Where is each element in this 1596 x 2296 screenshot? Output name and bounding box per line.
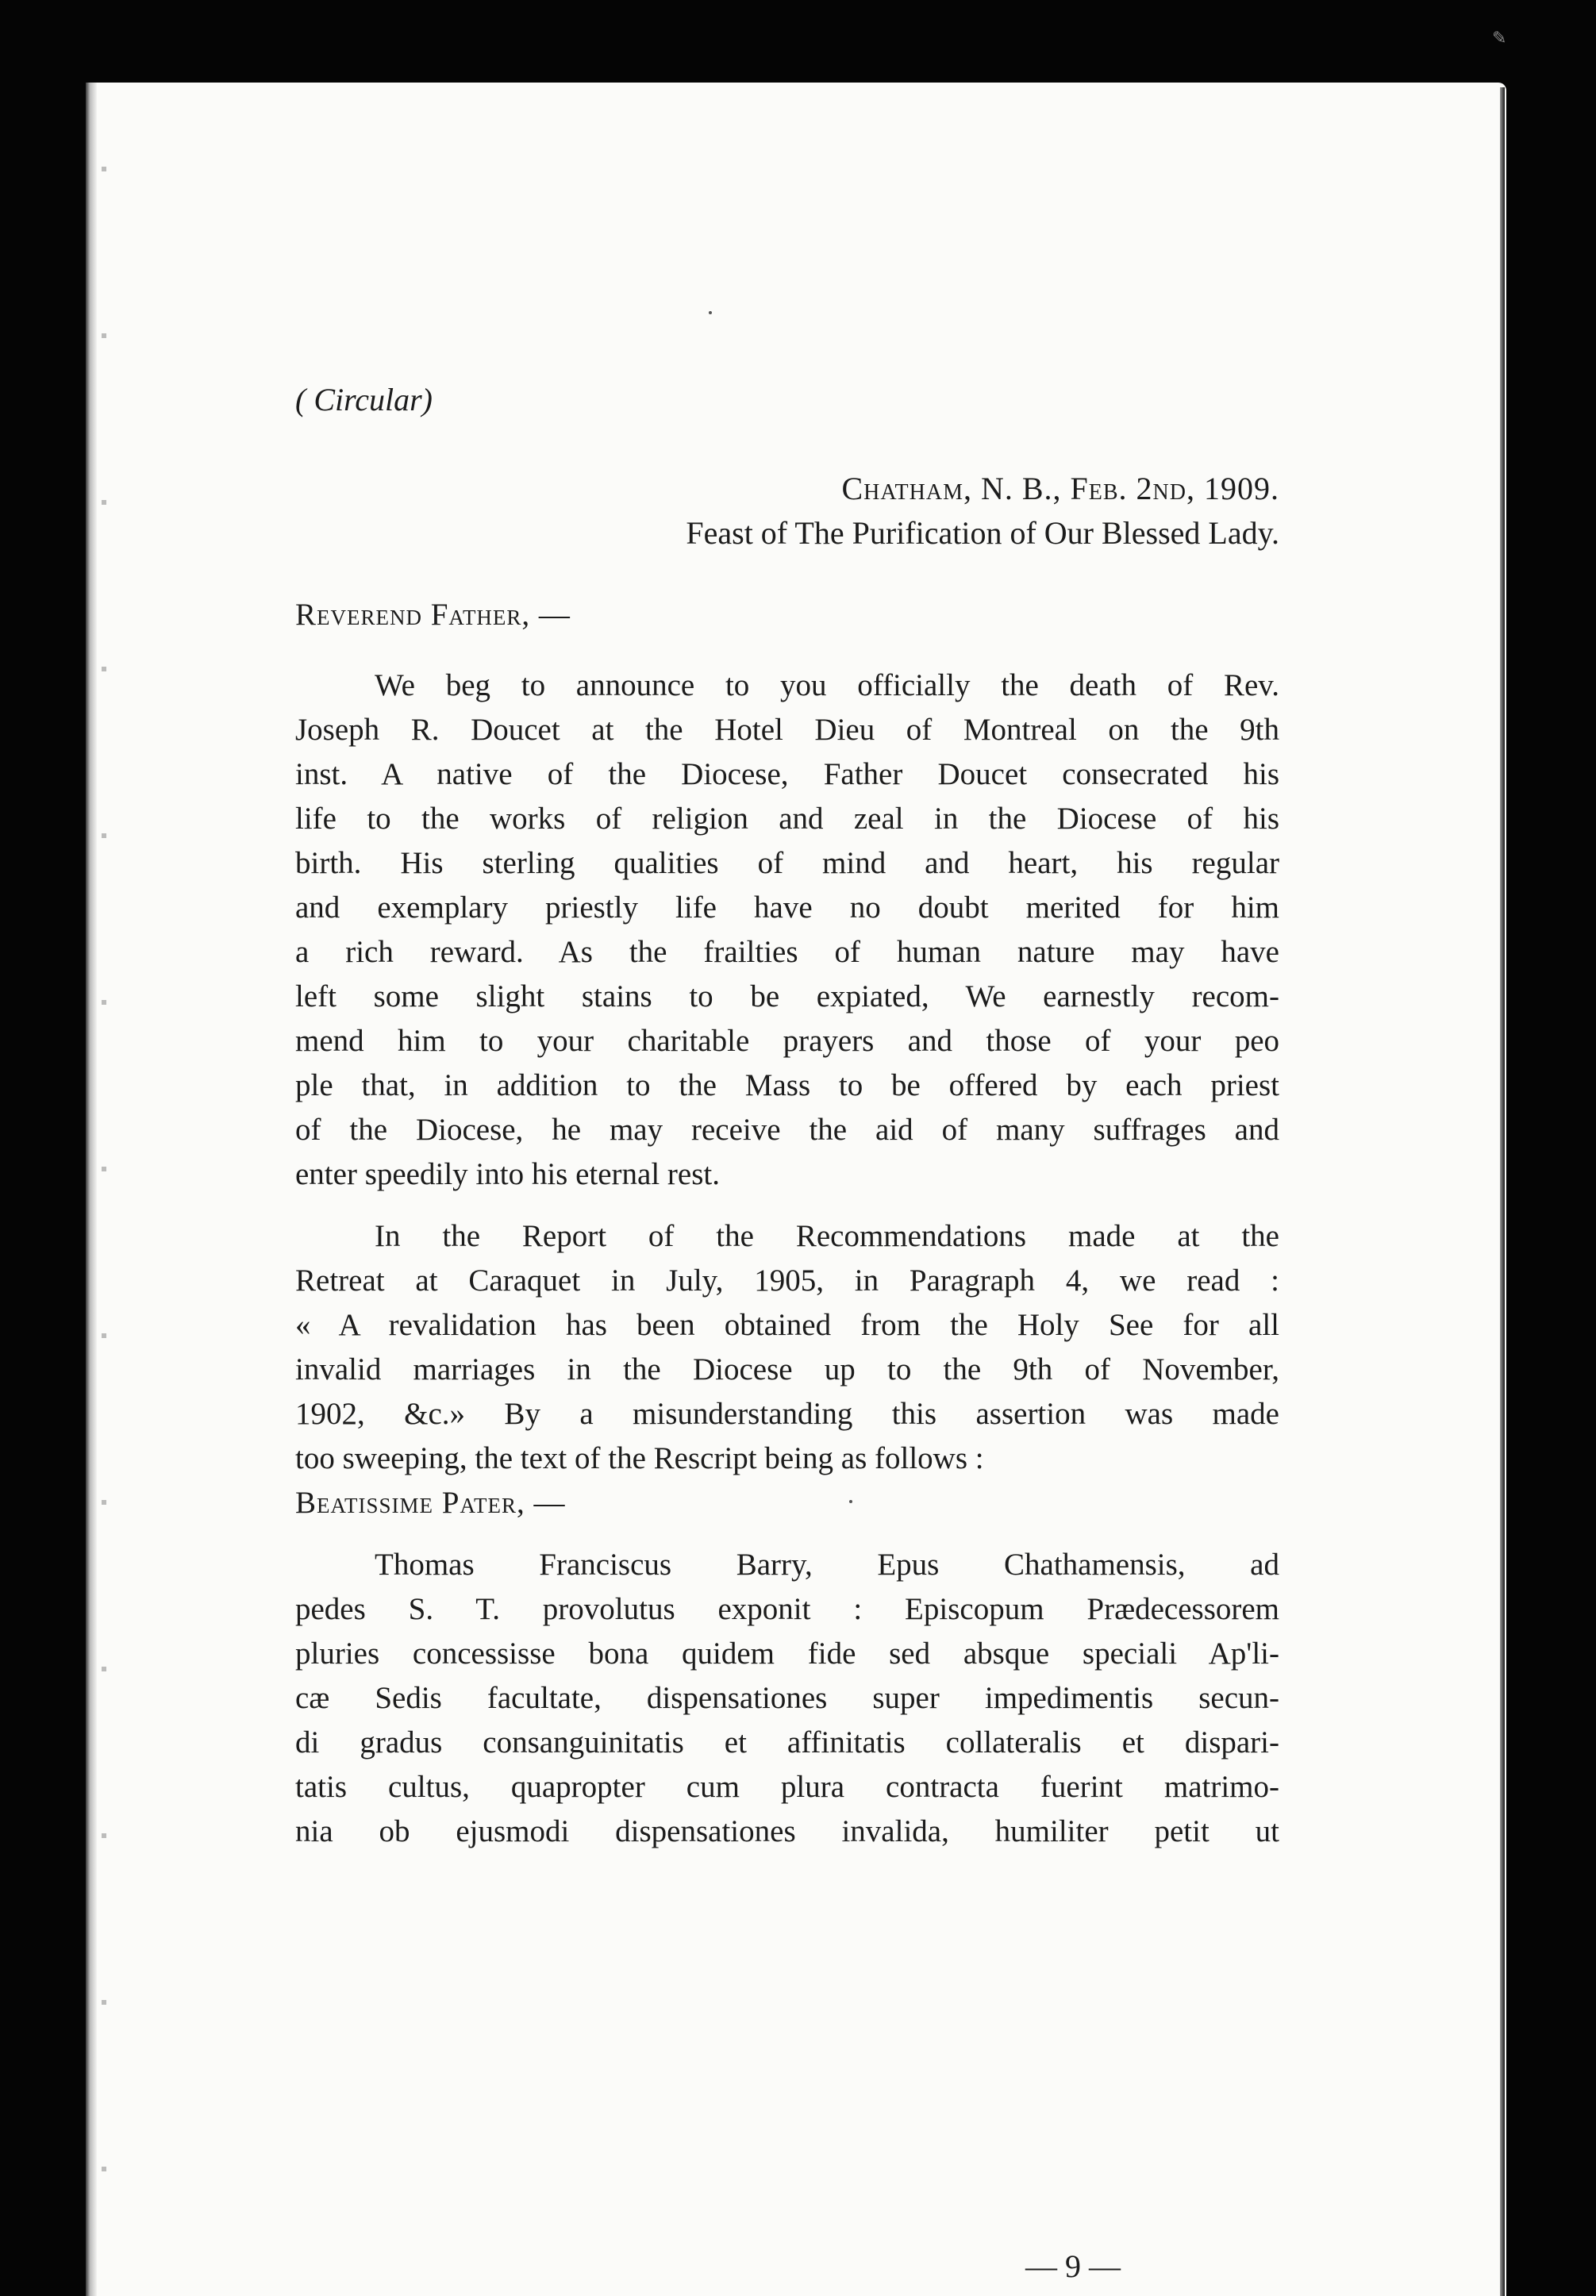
text-line: di gradus consanguinitatis et affinitatis collateralis et dispari-: [295, 1725, 1279, 1759]
speck: [709, 311, 712, 314]
text-line: enter speedily into his eternal rest.: [295, 1157, 720, 1191]
paragraph-gap: [295, 1525, 1279, 1543]
paragraph-gap: [295, 1197, 1279, 1214]
letter-body: [295, 663, 1279, 1854]
page-number: — 9 —: [1025, 2248, 1121, 2284]
text-line: We beg to announce to you officially the death of Rev.: [375, 668, 1279, 702]
dateline: Chatham, N. B., Feb. 2nd, 1909.: [841, 471, 1279, 506]
text-line: nia ob ejusmodi dispensationes invalida, humiliter petit ut: [295, 1814, 1279, 1848]
text-line: inst. A native of the Diocese, Father Doucet consecrated his: [295, 757, 1279, 791]
gutter-shadow: [102, 95, 106, 2286]
text-line: Joseph R. Doucet at the Hotel Dieu of Montreal on the 9th: [295, 713, 1279, 747]
text-line: a rich reward. As the frailties of human nature may have: [295, 935, 1279, 969]
text-line: « A revalidation has been obtained from the Holy See for all: [295, 1308, 1279, 1342]
text-line: Retreat at Caraquet in July, 1905, in Paragraph 4, we read :: [295, 1263, 1279, 1298]
text-line: mend him to your charitable prayers and those of your peo: [295, 1024, 1279, 1058]
text-line: left some slight stains to be expiated, We earnestly recom-: [295, 979, 1279, 1013]
beatissime-salutation: Beatissime Pater, —: [295, 1486, 566, 1520]
text-line: cæ Sedis facultate, dispensationes super impedimentis secun-: [295, 1681, 1279, 1715]
scan-corner-mark: ✎: [1492, 29, 1507, 48]
text-line: and exemplary priestly life have no doubt merited for him: [295, 890, 1279, 925]
text-line: of the Diocese, he may receive the aid of many suffrages and: [295, 1113, 1279, 1147]
text-line: invalid marriages in the Diocese up to the 9th of November,: [295, 1352, 1279, 1386]
text-line: Thomas Franciscus Barry, Epus Chathamensis, ad: [375, 1548, 1279, 1582]
text-line: 1902, &c.» By a misunderstanding this assertion was made: [295, 1397, 1279, 1431]
page-edge-shadow: [1500, 87, 1505, 2296]
text-line: pedes S. T. provolutus exponit : Episcopum Prædecessorem: [295, 1592, 1279, 1626]
text-line: tatis cultus, quapropter cum plura contracta fuerint matrimo-: [295, 1770, 1279, 1804]
salutation: Reverend Father, —: [295, 598, 571, 632]
text-line: pluries concessisse bona quidem fide sed absque speciali Ap'li-: [295, 1636, 1279, 1671]
circular-label: ( Circular): [295, 382, 433, 417]
text-line: In the Report of the Recommendations made at the: [375, 1219, 1279, 1253]
text-line: too sweeping, the text of the Rescript being as follows :: [295, 1441, 984, 1475]
text-line: life to the works of religion and zeal in the Diocese of his: [295, 802, 1279, 836]
paragraph-report: [295, 1214, 1279, 1481]
text-line: ple that, in addition to the Mass to be offered by each priest: [295, 1068, 1279, 1102]
binding-edge: [86, 83, 97, 2296]
feast-line: Feast of The Purification of Our Blessed Lady.: [686, 515, 1279, 551]
text-line: birth. His sterling qualities of mind and heart, his regular: [295, 846, 1279, 880]
paragraph-rescript: [295, 1543, 1279, 1854]
paragraph-announcement: [295, 663, 1279, 1197]
